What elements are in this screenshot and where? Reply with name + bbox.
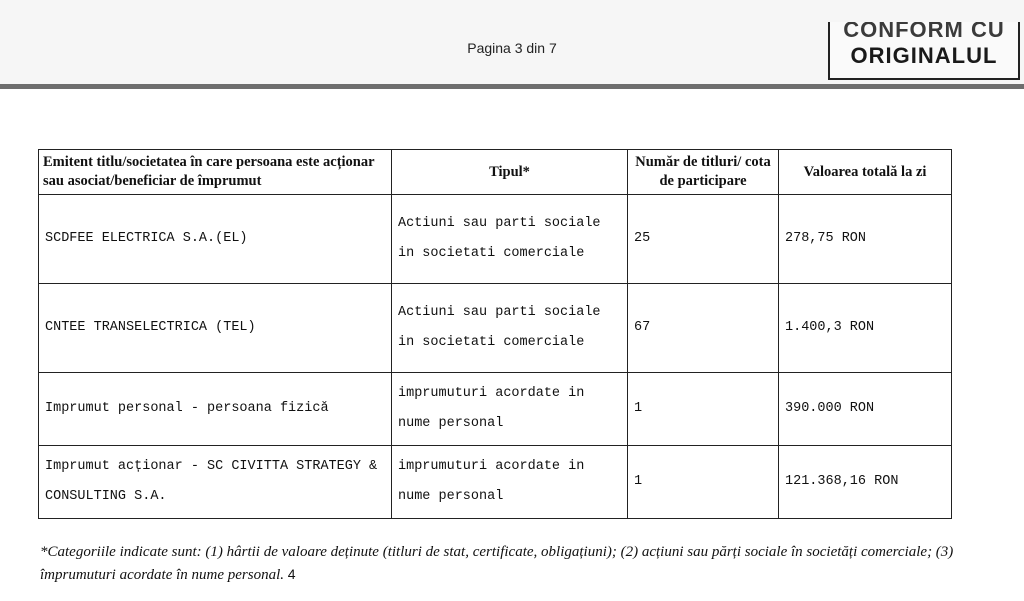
cell-count: 67 xyxy=(628,284,779,373)
cell-value: 390.000 RON xyxy=(779,373,952,446)
cell-type: imprumuturi acordate in nume personal xyxy=(392,446,628,519)
column-header-count: Număr de titluri/ cota de participare xyxy=(628,150,779,195)
stamp-line-1: CONFORM CU xyxy=(843,22,1005,42)
column-header-issuer: Emitent titlu/societatea în care persoana este acționar sau asociat/beneficiar de împrumut xyxy=(39,150,392,195)
conformity-stamp xyxy=(828,22,1020,80)
cell-type: Actiuni sau parti sociale in societati comerciale xyxy=(392,284,628,373)
table-row xyxy=(39,446,952,519)
cell-count: 1 xyxy=(628,446,779,519)
cell-count: 1 xyxy=(628,373,779,446)
cell-issuer: Imprumut personal - persoana fizică xyxy=(39,373,392,446)
footnote-text: *Categoriile indicate sunt: (1) hârtii de valoare deținute (titluri de stat, certificate, obligațiuni); (2) acțiuni sau părți sociale în societăți comerciale; (3) împrumuturi acordate în nume personal. xyxy=(40,544,954,583)
page-number: Pagina 3 din 7 xyxy=(467,40,557,56)
table-row xyxy=(39,284,952,373)
table-row xyxy=(39,373,952,446)
cell-value: 121.368,16 RON xyxy=(779,446,952,519)
cell-value: 278,75 RON xyxy=(779,195,952,284)
cell-value: 1.400,3 RON xyxy=(779,284,952,373)
cell-issuer: Imprumut acționar - SC CIVITTA STRATEGY & CONSULTING S.A. xyxy=(39,446,392,519)
column-header-type: Tipul* xyxy=(392,150,628,195)
page-header xyxy=(0,0,1024,89)
cell-issuer: CNTEE TRANSELECTRICA (TEL) xyxy=(39,284,392,373)
category-footnote xyxy=(40,541,970,586)
stamp-line-2: ORIGINALUL xyxy=(850,43,998,68)
footnote-number: 4 xyxy=(287,566,296,582)
cell-type: Actiuni sau parti sociale in societati comerciale xyxy=(392,195,628,284)
cell-issuer: SCDFEE ELECTRICA S.A.(EL) xyxy=(39,195,392,284)
table-header-row xyxy=(39,150,952,195)
holdings-table xyxy=(38,149,952,519)
cell-type: imprumuturi acordate in nume personal xyxy=(392,373,628,446)
column-header-value: Valoarea totală la zi xyxy=(779,150,952,195)
table-row xyxy=(39,195,952,284)
cell-count: 25 xyxy=(628,195,779,284)
